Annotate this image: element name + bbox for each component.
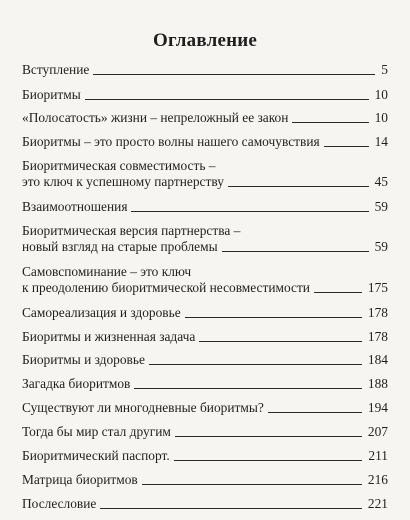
- toc-entry: [22, 110, 388, 126]
- toc-entry-title: Загадка биоритмов: [22, 376, 131, 391]
- toc-entry: [22, 223, 388, 255]
- toc-page-number: 59: [374, 199, 388, 214]
- toc-entry: [22, 199, 388, 215]
- toc-entry: [22, 158, 388, 190]
- toc-page-number: 178: [367, 329, 388, 344]
- toc-entry-title: Тогда бы мир стал другим: [22, 424, 171, 439]
- toc-page-number: 211: [368, 448, 388, 463]
- toc-entry: [22, 305, 388, 321]
- toc-entry-title-line-2: к преодолению биоритмической несовместимости: [22, 280, 310, 295]
- toc-entry-title-line-2: это ключ к успешному партнерству: [22, 174, 224, 189]
- page-title: Оглавление: [152, 30, 258, 51]
- leader-line: [222, 251, 369, 252]
- toc-page-number: 59: [374, 239, 388, 254]
- toc-page-number: 178: [367, 305, 388, 320]
- leader-line: [142, 484, 362, 485]
- toc-entry: [22, 448, 388, 464]
- leader-line: [199, 341, 362, 342]
- toc-entry: [22, 62, 388, 78]
- toc-page-number: 207: [367, 424, 388, 439]
- leader-line: [324, 146, 369, 147]
- toc-entry-title-line-2: новый взгляд на старые проблемы: [22, 239, 218, 254]
- toc-entry: [22, 424, 388, 440]
- toc-page-number: 10: [374, 87, 388, 102]
- toc-entry-title: Взаимоотношения: [22, 199, 128, 214]
- toc-page-number: 188: [367, 376, 388, 391]
- toc-entry-title: Биоритмы и жизненная задача: [22, 329, 196, 344]
- leader-line: [149, 364, 362, 365]
- toc-entry: [22, 496, 388, 512]
- toc-entry: [22, 376, 388, 392]
- toc-entry-title-line-1: Биоритмическая версия партнерства –: [22, 223, 241, 238]
- toc-entry: [22, 352, 388, 368]
- leader-line: [228, 186, 369, 187]
- toc-page-number: 45: [374, 174, 388, 189]
- leader-line: [100, 508, 362, 509]
- toc-entry-title: Биоритмы – это просто волны нашего самочувствия: [22, 134, 320, 149]
- leader-line: [314, 292, 362, 293]
- leader-line: [174, 460, 363, 461]
- toc-entry-title: Вступление: [22, 62, 90, 77]
- leader-line: [93, 74, 375, 75]
- toc-page-number: 184: [367, 352, 388, 367]
- leader-line: [292, 122, 368, 123]
- toc-page-number: 10: [374, 110, 388, 125]
- toc-entry: [22, 472, 388, 488]
- toc-entry-title: Биоритмы: [22, 87, 81, 102]
- toc-entry-title-line-1: Биоритмическая совместимость –: [22, 158, 216, 173]
- toc-entry: [22, 264, 388, 296]
- toc-entry: [22, 87, 388, 103]
- toc-page-number: 221: [367, 496, 388, 511]
- toc-page-number: 194: [367, 400, 388, 415]
- toc-entry-title: «Полосатость» жизни – непреложный ее закон: [22, 110, 289, 125]
- leader-line: [85, 99, 369, 100]
- toc-entry-title: Биоритмический паспорт.: [22, 448, 170, 463]
- toc-page-number: 216: [367, 472, 388, 487]
- toc-page-number: 5: [381, 62, 388, 77]
- leader-line: [175, 436, 362, 437]
- toc-entry-title: Биоритмы и здоровье: [22, 352, 145, 367]
- leader-line: [185, 317, 362, 318]
- toc-entry: [22, 329, 388, 345]
- toc-entry-title: Существуют ли многодневные биоритмы?: [22, 400, 264, 415]
- toc-entry-title: Послесловие: [22, 496, 97, 511]
- toc-entry: [22, 400, 388, 416]
- toc-entry-title: Матрица биоритмов: [22, 472, 138, 487]
- toc-page-number: 175: [367, 280, 388, 295]
- leader-line: [134, 388, 362, 389]
- toc-entry: [22, 134, 388, 150]
- leader-line: [131, 211, 368, 212]
- leader-line: [268, 412, 362, 413]
- toc-page-number: 14: [374, 134, 388, 149]
- toc-entry-title: Самореализация и здоровье: [22, 305, 181, 320]
- toc-entry-title-line-1: Самовспоминание – это ключ: [22, 264, 192, 279]
